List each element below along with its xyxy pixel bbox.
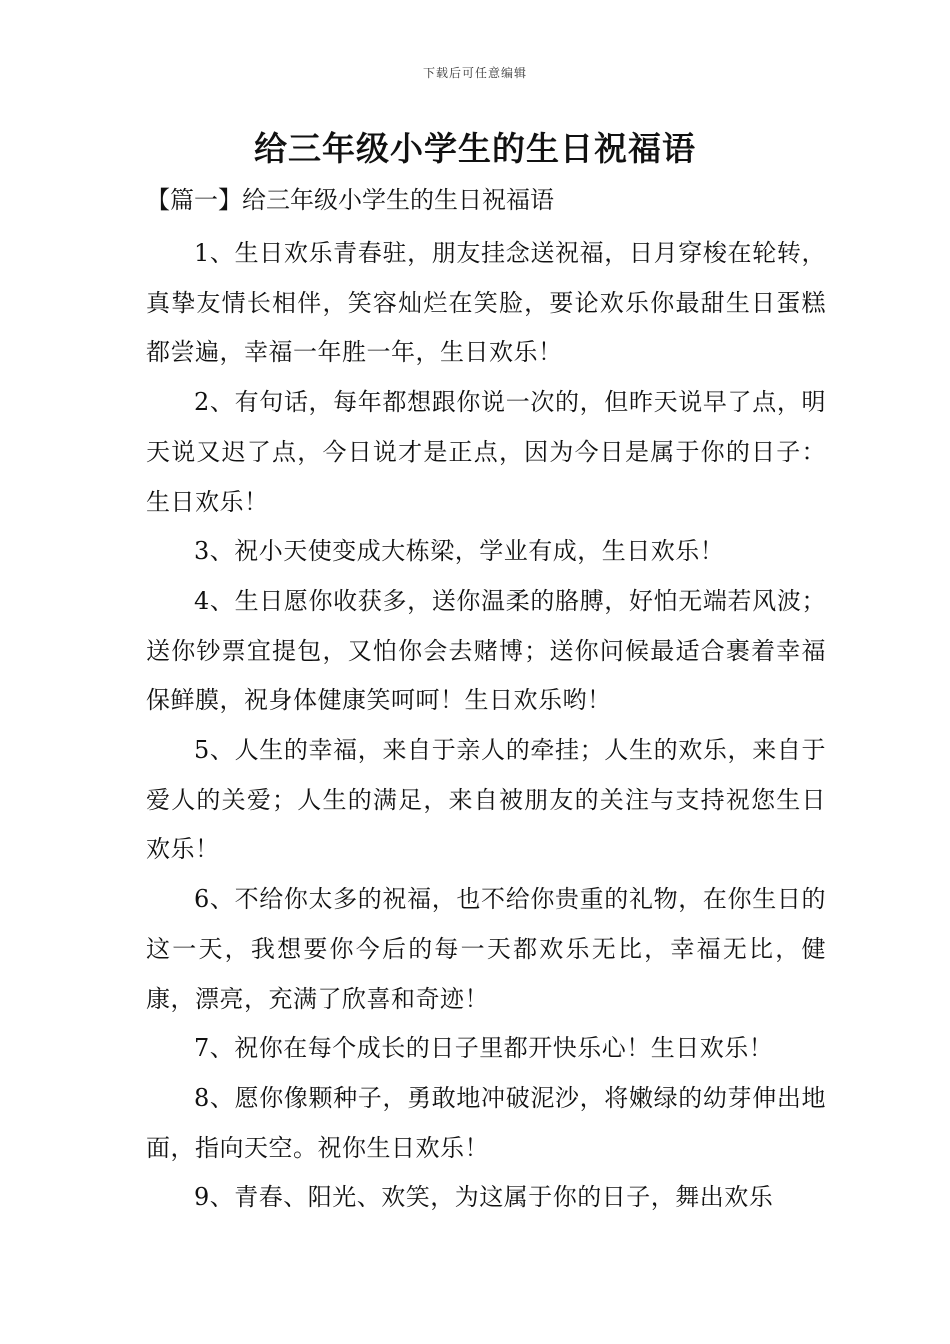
paragraph-4: 4、生日愿你收获多，送你温柔的胳膊，好怕无端若风波；送你钞票宜提包，又怕你会去赌博；送你问候最适合裹着幸福保鲜膜，祝身体健康笑呵呵！生日欢乐哟！ <box>146 586 826 715</box>
paragraph-1: 1、生日欢乐青春驻，朋友挂念送祝福，日月穿梭在轮转，真挚友情长相伴，笑容灿烂在笑脸，要论欢乐你最甜生日蛋糕都尝遍，幸福一年胜一年，生日欢乐！ <box>146 239 826 367</box>
paragraph-9: 9、青春、阳光、欢笑，为这属于你的日子，舞出欢乐 <box>194 1183 774 1212</box>
paragraph-7: 7、祝你在每个成长的日子里都开快乐心！生日欢乐！ <box>194 1034 774 1063</box>
paragraph-3: 3、祝小天使变成大栋梁，学业有成，生日欢乐！ <box>194 537 725 566</box>
document-body <box>146 229 826 1223</box>
paragraph-2: 2、有句话，每年都想跟你说一次的，但昨天说早了点，明天说又迟了点，今日说才是正点，因为今日是属于你的日子：生日欢乐！ <box>146 388 826 516</box>
paragraph-6: 6、不给你太多的祝福，也不给你贵重的礼物，在你生日的这一天，我想要你今后的每一天都欢乐无比，幸福无比，健康，漂亮，充满了欣喜和奇迹！ <box>146 885 826 1013</box>
section-heading: 【篇一】给三年级小学生的生日祝福语 <box>146 186 554 214</box>
document-title: 给三年级小学生的生日祝福语 <box>254 129 696 168</box>
header-note: 下载后可任意编辑 <box>422 66 527 80</box>
paragraph-5: 5、人生的幸福，来自于亲人的牵挂；人生的欢乐，来自于爱人的关爱；人生的满足，来自被朋友的关注与支持祝您生日欢乐！ <box>146 736 826 864</box>
paragraph-8: 8、愿你像颗种子，勇敢地冲破泥沙，将嫩绿的幼芽伸出地面，指向天空。祝你生日欢乐！ <box>146 1083 826 1162</box>
